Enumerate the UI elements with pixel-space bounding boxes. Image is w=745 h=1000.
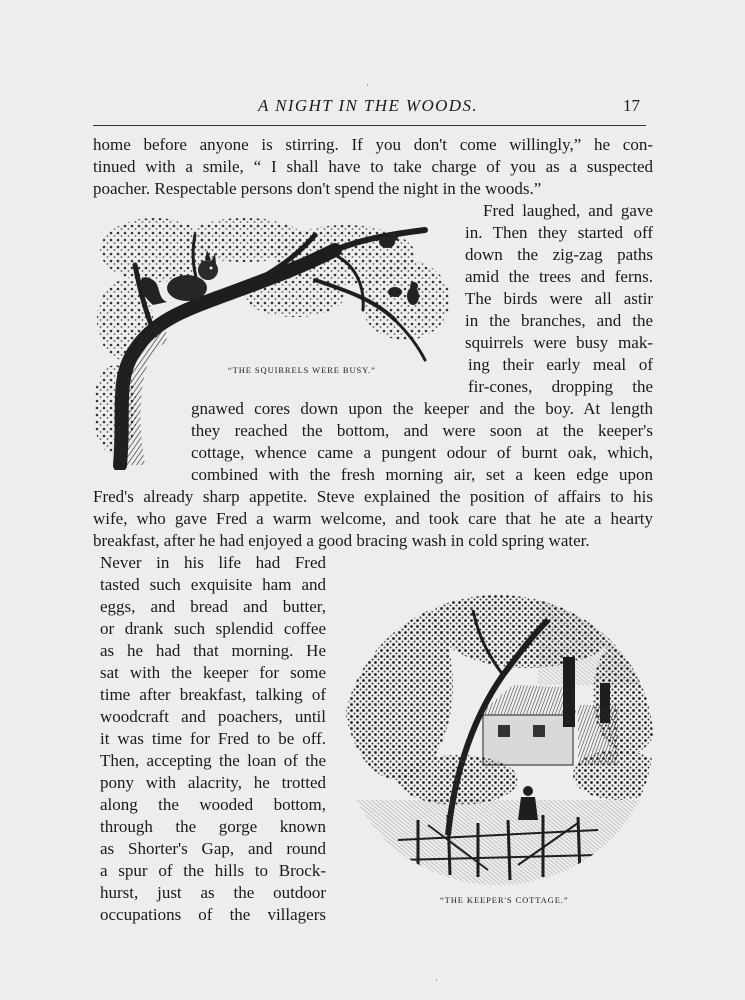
text-line: tasted such exquisite ham and [100, 575, 326, 594]
text-line: cottage, whence came a pungent odour of burnt oak, which, [191, 443, 653, 462]
text-line: wife, who gave Fred a warm welcome, and took care that he ate a hearty [93, 509, 653, 528]
text-line: combined with the fresh morning air, set a keen edge upon [191, 465, 653, 484]
print-speck: · [435, 975, 438, 985]
text-line: through the gorge known [100, 817, 326, 836]
squirrel-engraving [95, 210, 460, 470]
text-line: as he had that morning. He [100, 641, 326, 660]
text-line: fir-cones, dropping the [468, 377, 653, 396]
running-head [93, 96, 640, 126]
text-line: along the wooded bottom, [100, 795, 326, 814]
text-line: it was time for Fred to be off. [100, 729, 326, 748]
text-line: breakfast, after he had enjoyed a good bracing wash in cold spring water. [93, 531, 590, 550]
text-line: pony with alacrity, he trotted [100, 773, 326, 792]
print-speck: · [366, 80, 369, 90]
page-number: 17 [623, 96, 640, 115]
text-line: ing their early meal of [468, 355, 653, 374]
text-line: in the branches, and the [465, 311, 653, 330]
text-line: occupations of the villagers [100, 905, 326, 924]
text-line: gnawed cores down upon the keeper and the boy. At length [191, 399, 653, 418]
text-line: tinued with a smile, “ I shall have to take charge of you as a suspected [93, 157, 653, 176]
text-line: or drank such splendid coffee [100, 619, 326, 638]
text-line: in. Then they started off [465, 223, 653, 242]
text-line: hurst, just as the outdoor [100, 883, 326, 902]
text-line: a spur of the hills to Brock- [100, 861, 326, 880]
text-line: The birds were all astir [465, 289, 653, 308]
cottage-engraving [338, 565, 658, 885]
text-line: squirrels were busy mak- [465, 333, 653, 352]
text-line: woodcraft and poachers, until [100, 707, 326, 726]
chimney [563, 657, 575, 727]
squirrels-caption: “THE SQUIRRELS WERE BUSY.” [228, 365, 376, 375]
text-line: sat with the keeper for some [100, 663, 326, 682]
running-head-title: A NIGHT IN THE WOODS. [258, 96, 479, 115]
text-line: Then, accepting the loan of the [100, 751, 326, 770]
text-line: time after breakfast, talking of [100, 685, 326, 704]
text-line: as Shorter's Gap, and round [100, 839, 326, 858]
text-line: down the zig-zag paths [465, 245, 653, 264]
header-rule [93, 125, 646, 126]
text-line: Fred laughed, and gave [483, 201, 653, 220]
tree-canopy [433, 572, 623, 668]
text-line: amid the trees and ferns. [465, 267, 653, 286]
cottage-caption: “THE KEEPER'S COTTAGE.” [440, 895, 569, 905]
text-line: eggs, and bread and butter, [100, 597, 326, 616]
text-line: they reached the bottom, and were soon at the keeper's [191, 421, 653, 440]
text-line: Never in his life had Fred [100, 553, 326, 572]
text-line: Fred's already sharp appetite. Steve explained the position of affairs to his [93, 487, 653, 506]
text-line: home before anyone is stirring. If you don't come willingly,” he con- [93, 135, 653, 154]
text-line: poacher. Respectable persons don't spend the night in the woods.” [93, 179, 542, 198]
left-trees [343, 590, 453, 780]
